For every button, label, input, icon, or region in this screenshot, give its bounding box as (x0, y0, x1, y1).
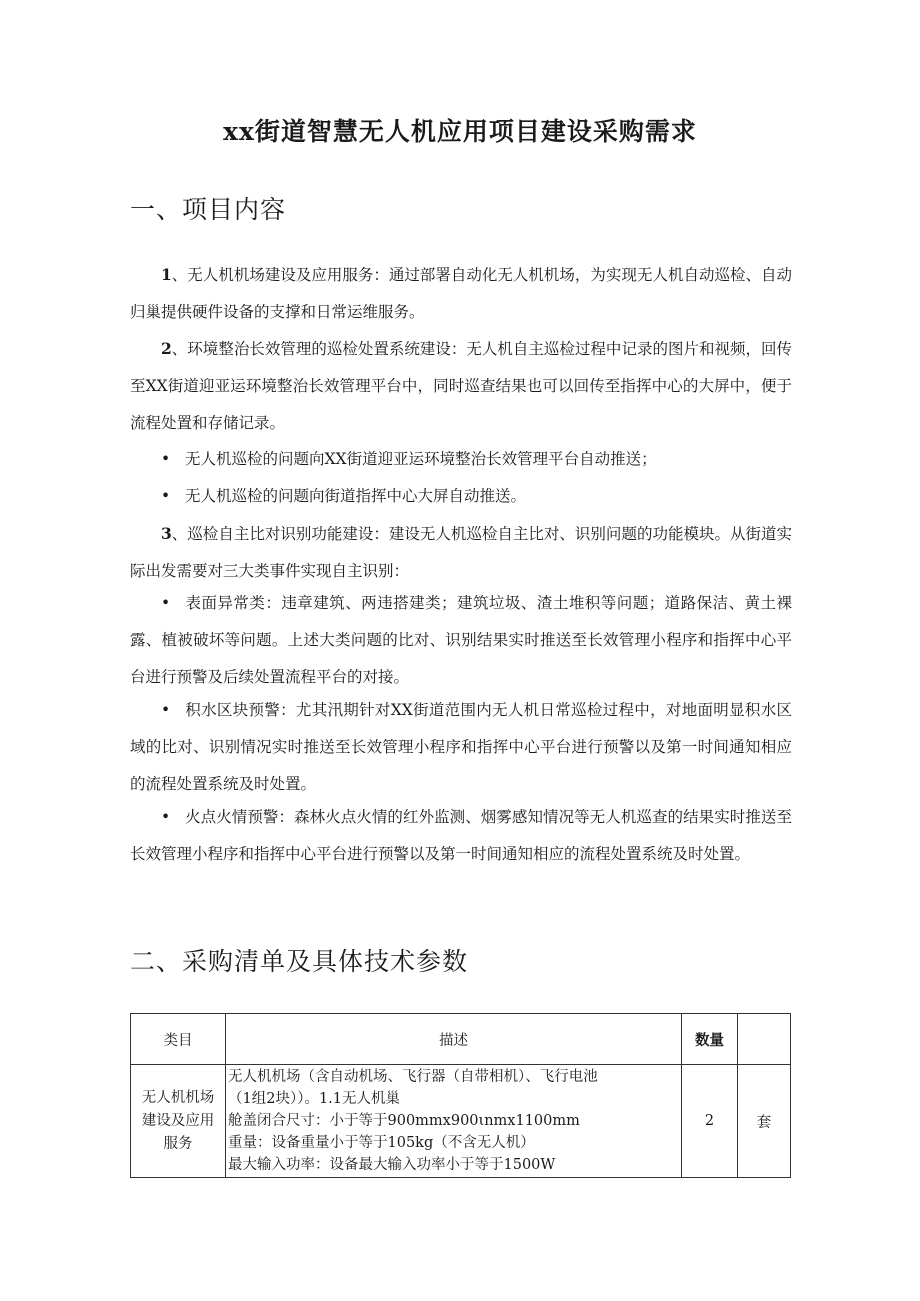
bullet-icon: • (161, 450, 171, 468)
bullet-item (130, 585, 792, 696)
description-line: 最大输入功率：设备最大输入功率小于等于1500W (228, 1157, 556, 1173)
header-category: 类目 (131, 1014, 226, 1065)
bullet-item (130, 692, 792, 803)
cell-unit: 套 (738, 1065, 791, 1178)
bullet-icon: • (161, 808, 171, 826)
bullet-text: 无人机巡检的问题向街道指挥中心大屏自动推送。 (185, 487, 527, 505)
bullet-icon: • (161, 487, 171, 505)
description-line: 重量：设备重量小于等于105kg（不含无人机） (228, 1135, 535, 1151)
description-line: 无人机机场（含自动机场、飞行器（自带相机）、飞行电池 (228, 1069, 598, 1085)
section-heading-procurement: 二、采购清单及具体技术参数 (130, 947, 469, 976)
bullet-icon: • (161, 701, 171, 719)
cell-category: 无人机机场建设及应用服务 (131, 1065, 226, 1178)
bullet-text: 火点火情预警：森林火点火情的红外监测、烟雾感知情况等无人机巡查的结果实时推送至长效管理小程序和指挥中心平台进行预警以及第一时间通知相应的流程处置系统及时处置。 (130, 808, 792, 863)
item-text: 、巡检自主比对识别功能建设：建设无人机巡检自主比对、识别问题的功能模块。从街道实际出发需要对三大类事件实现自主识别： (130, 525, 792, 580)
description-line: （1组2块））。1.1无人机巢 (228, 1091, 401, 1107)
bullet-item (130, 478, 792, 515)
cell-description (226, 1065, 682, 1178)
header-quantity: 数量 (682, 1014, 738, 1065)
item-number: 2 (161, 339, 172, 358)
item-number: 3 (161, 524, 172, 543)
table-header-row (131, 1014, 791, 1065)
header-description: 描述 (226, 1014, 682, 1065)
table-row (131, 1065, 791, 1178)
description-line: 舱盖闭合尺寸：小于等于900mmx900ιnmx1100mm (228, 1113, 580, 1129)
bullet-text: 积水区块预警：尤其汛期针对XX街道范围内无人机日常巡检过程中，对地面明显积水区域的比对、识别情况实时推送至长效管理小程序和指挥中心平台进行预警以及第一时间通知相应的流程处置系统及时处置。 (130, 701, 792, 793)
bullet-text: 表面异常类：违章建筑、两违搭建类；建筑垃圾、渣土堆积等问题；道路保洁、黄土裸露、植被破坏等问题。上述大类问题的比对、识别结果实时推送至长效管理小程序和指挥中心平台进行预警及后续处置流程平台的对接。 (130, 594, 792, 686)
procurement-table (130, 1013, 791, 1178)
cell-quantity: 2 (682, 1065, 738, 1178)
document-title: xx街道智慧无人机应用项目建设采购需求 (223, 117, 697, 146)
paragraph-item-3 (130, 515, 792, 590)
header-unit (738, 1014, 791, 1065)
paragraph-item-1 (130, 256, 792, 331)
paragraph-item-2 (130, 330, 792, 442)
section-heading-project-content: 一、项目内容 (130, 195, 287, 224)
item-text: 、环境整治长效管理的巡检处置系统建设：无人机自主巡检过程中记录的图片和视频，回传至XX街道迎亚运环境整治长效管理平台中，同时巡查结果也可以回传至指挥中心的大屏中，便于流程处置和存储记录。 (130, 340, 792, 432)
item-text: 、无人机机场建设及应用服务：通过部署自动化无人机机场，为实现无人机自动巡检、自动归巢提供硬件设备的支撑和日常运维服务。 (130, 266, 792, 321)
item-number: 1 (161, 265, 172, 284)
bullet-item (130, 441, 792, 478)
bullet-text: 无人机巡检的问题向XX街道迎亚运环境整治长效管理平台自动推送； (185, 450, 657, 468)
bullet-icon: • (161, 594, 171, 612)
bullet-item (130, 799, 792, 873)
